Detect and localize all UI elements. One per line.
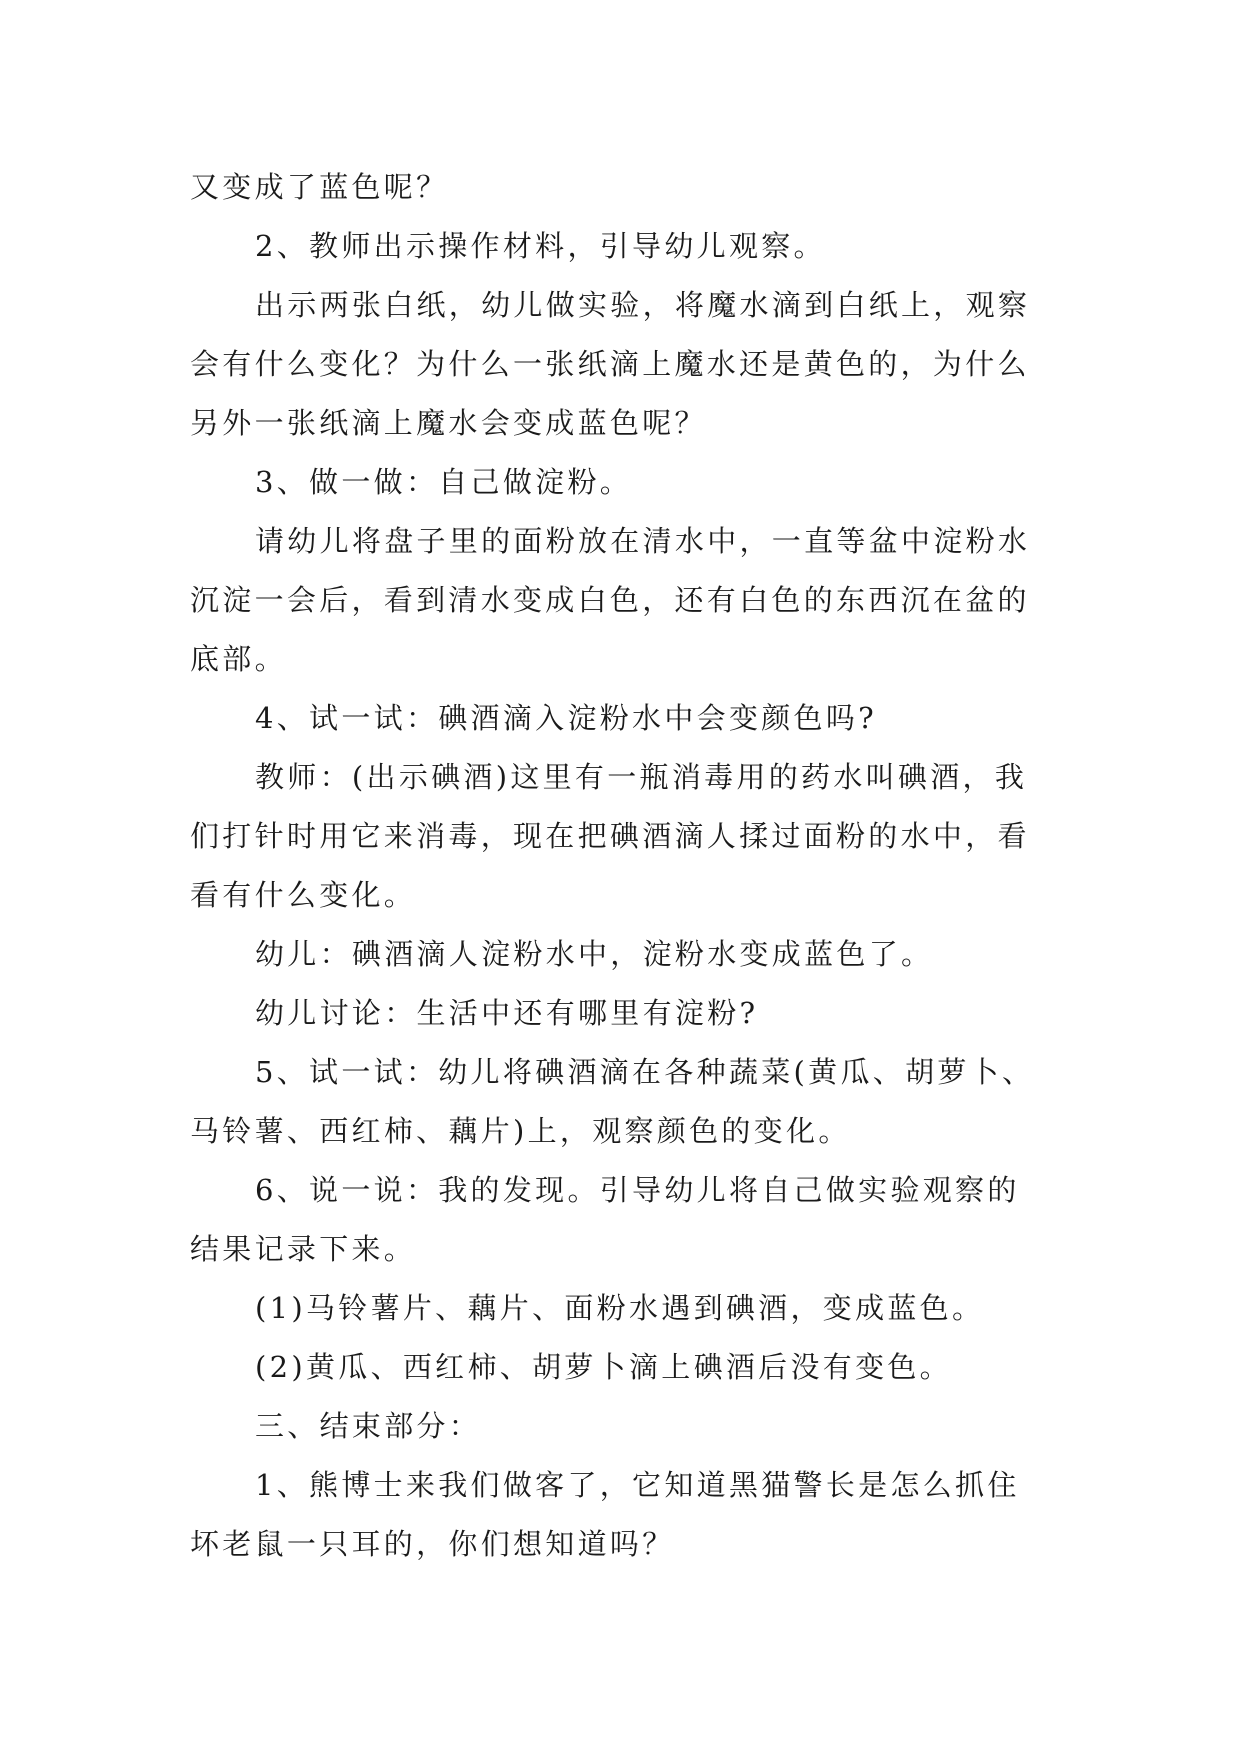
text-line: 出示两张白纸，幼儿做实验，将魔水滴到白纸上，观察 <box>255 288 1031 322</box>
text-line: 结果记录下来。 <box>190 1232 417 1266</box>
text-line: 又变成了蓝色呢？ <box>190 170 449 204</box>
text-line: 坏老鼠一只耳的，你们想知道吗？ <box>190 1527 675 1561</box>
text-line: 教师：(出示碘酒)这里有一瓶消毒用的药水叫碘酒，我 <box>255 760 1028 794</box>
text-line: 马铃薯、西红柿、藕片)上，观察颜色的变化。 <box>190 1114 851 1148</box>
text-line: 幼儿：碘酒滴人淀粉水中，淀粉水变成蓝色了。 <box>255 937 934 971</box>
text-line: 们打针时用它来消毒，现在把碘酒滴人揉过面粉的水中，看 <box>190 819 1030 853</box>
text-line: 底部。 <box>190 642 287 676</box>
text-line: 沉淀一会后，看到清水变成白色，还有白色的东西沉在盆的 <box>190 583 1030 617</box>
text-line: 6、说一说：我的发现。引导幼儿将自己做实验观察的 <box>255 1173 1020 1207</box>
text-line: 幼儿讨论：生活中还有哪里有淀粉? <box>255 996 759 1030</box>
text-line: 另外一张纸滴上魔水会变成蓝色呢？ <box>190 406 707 440</box>
text-line: (2)黄瓜、西红柿、胡萝卜滴上碘酒后没有变色。 <box>255 1350 952 1384</box>
text-line: 5、试一试：幼儿将碘酒滴在各种蔬菜(黄瓜、胡萝卜、 <box>255 1055 1035 1089</box>
text-line: 3、做一做：自己做淀粉。 <box>255 465 633 499</box>
text-line: 三、结束部分： <box>255 1409 482 1443</box>
text-line: 会有什么变化？为什么一张纸滴上魔水还是黄色的，为什么 <box>190 347 1030 381</box>
document-body <box>190 158 1070 1574</box>
text-line: 看有什么变化。 <box>190 878 417 912</box>
text-line: (1)马铃薯片、藕片、面粉水遇到碘酒，变成蓝色。 <box>255 1291 985 1325</box>
text-line: 4、试一试：碘酒滴入淀粉水中会变颜色吗? <box>255 701 877 735</box>
text-line: 1、熊博士来我们做客了，它知道黑猫警长是怎么抓住 <box>255 1468 1020 1502</box>
text-line: 2、教师出示操作材料，引导幼儿观察。 <box>255 229 826 263</box>
text-line: 请幼儿将盘子里的面粉放在清水中，一直等盆中淀粉水 <box>255 524 1031 558</box>
